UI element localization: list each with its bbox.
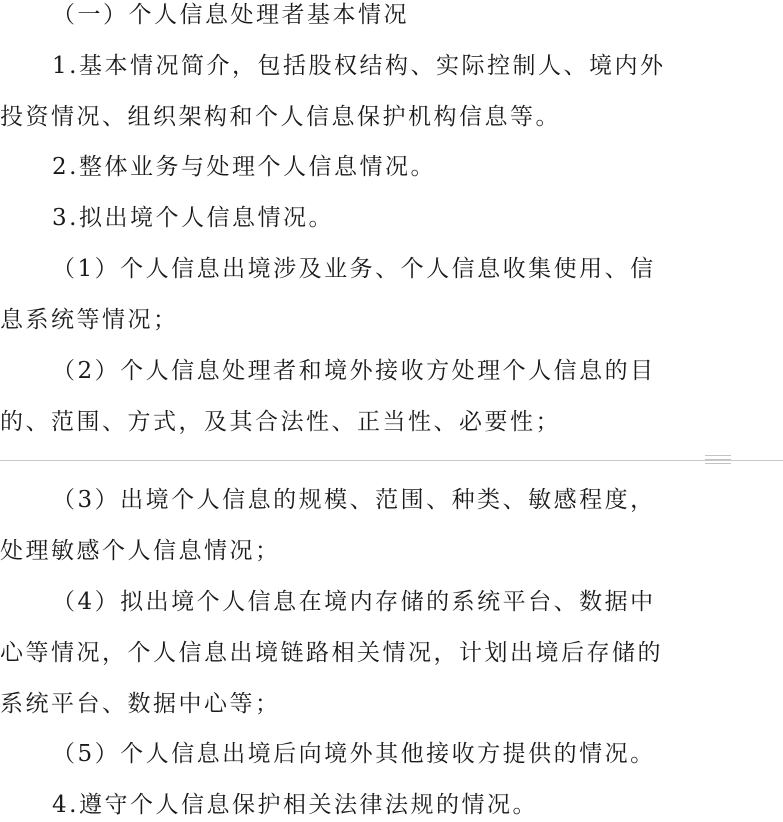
paragraph-line: 的、范围、方式，及其合法性、正当性、必要性； — [0, 409, 561, 435]
page-break-marker-icon — [705, 455, 731, 465]
paragraph-line: 系统平台、数据中心等； — [0, 691, 281, 717]
paragraph-line: 2.整体业务与处理个人信息情况。 — [52, 154, 436, 180]
paragraph-line: 心等情况，个人信息出境链路相关情况，计划出境后存储的 — [0, 640, 663, 666]
paragraph-line: （5）个人信息出境后向境外其他接收方提供的情况。 — [52, 741, 656, 767]
paragraph-line: 3.拟出境个人信息情况。 — [52, 205, 334, 231]
paragraph-line: （4）拟出境个人信息在境内存储的系统平台、数据中 — [52, 589, 656, 615]
paragraph-line: 4.遵守个人信息保护相关法律法规的情况。 — [52, 792, 538, 818]
paragraph-line: （1）个人信息出境涉及业务、个人信息收集使用、信 — [52, 256, 656, 282]
paragraph-line: （3）出境个人信息的规模、范围、种类、敏感程度， — [52, 487, 656, 513]
paragraph-line: （2）个人信息处理者和境外接收方处理个人信息的目 — [52, 358, 656, 384]
paragraph-line: 1.基本情况简介，包括股权结构、实际控制人、境内外 — [52, 53, 666, 79]
paragraph-line: 处理敏感个人信息情况； — [0, 538, 281, 564]
paragraph-line: 息系统等情况； — [0, 307, 179, 333]
page-break-line — [0, 460, 783, 461]
paragraph-line: 投资情况、组织架构和个人信息保护机构信息等。 — [0, 104, 561, 130]
section-heading: （一）个人信息处理者基本情况 — [52, 2, 409, 28]
